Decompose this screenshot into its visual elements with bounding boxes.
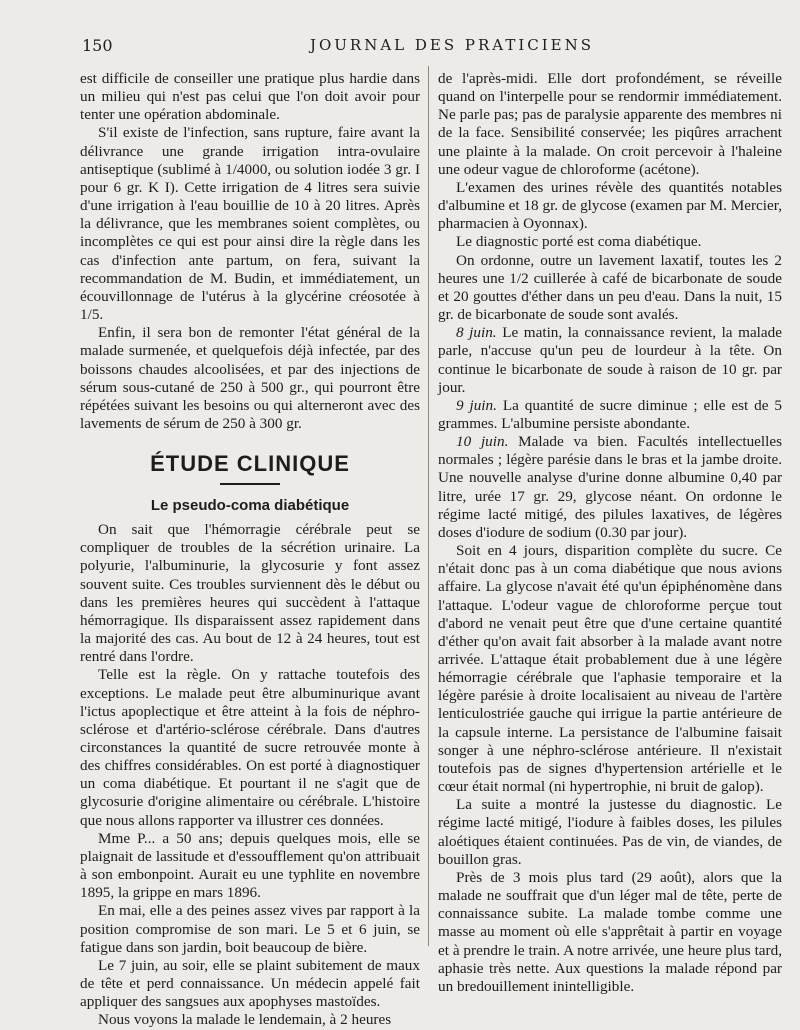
paragraph: Enfin, il sera bon de remonter l'état général de la malade surmenée, et quelquefois déjà infectée, par des boissons chaudes alcoolisées, et par des injections de sérum sous-cutané de 250 à 500 gr., qui pourront être répétées suivant les besoins ou qui alterneront avec des lavements de sérum de 250 à 300 gr. bbox=[80, 324, 420, 432]
paragraph: Le 7 juin, au soir, elle se plaint subitement de maux de tête et perd connaissance. Un médecin appelé fait appliquer des sangsues aux apophyses mastoïdes. bbox=[80, 956, 420, 1011]
column-divider bbox=[428, 66, 429, 946]
page-number: 150 bbox=[82, 36, 113, 55]
paragraph bbox=[438, 397, 782, 433]
paragraph: L'examen des urines révèle des quantités notables d'albumine et 18 gr. de glycose (examen par M. Mercier, pharmacien à Oyonnax). bbox=[438, 178, 782, 233]
paragraph: S'il existe de l'infection, sans rupture, faire avant la délivrance une grande irrigation intra-ovulaire antiseptique (sublimé à 1/4000, ou solution iodée 3 gr. I pour 6 gr. K I). Cette irrigation de 4 litres sera suivie d'une irrigation à l'eau bouillie de 10 à 20 litres. Après la délivrance, que les membranes soient complètes, ou incomplètes ce qui est pour ainsi dire la règle dans les cas d'infection ante partum, on fera, suivant la recommandation de M. Budin, et immédiatement, un écouvillonnage de l'utérus à la glycérine créosotée à 1/5. bbox=[80, 124, 420, 324]
title-rule bbox=[220, 483, 280, 485]
left-column bbox=[80, 70, 420, 1030]
paragraph: Mme P... a 50 ans; depuis quelques mois, elle se plaignait de lassitude et d'essoufflement qu'on attribuait à son embonpoint. Aurait eu une typhlite en novembre 1895, la grippe en mars 1896. bbox=[80, 829, 420, 902]
paragraph: On sait que l'hémorragie cérébrale peut se compliquer de troubles de la sécrétion urinaire. La polyurie, l'albuminurie, la glycosurie y font assez souvent suite. Ces troubles surviennent dès le début ou dans les premières heures qui succèdent à l'attaque hémorragique. Ils disparaissent assez rapidement dans la majorité des cas. Au bout de 12 à 24 heures, tout est rentré dans l'ordre. bbox=[80, 521, 420, 666]
paragraph: Nous voyons la malade le lendemain, à 2 heures bbox=[98, 1011, 392, 1029]
section-title: ÉTUDE CLINIQUE bbox=[150, 451, 350, 477]
paragraph: Près de 3 mois plus tard (29 août), alors que la malade ne souffrait que d'un léger mal de tête, perte de connaissance subite. La malade tombe comme une masse au moment où elle s'apprêtait à partir en voyage et à prendre le train. A notre arrivée, une heure plus tard, aphasie très nette. Aux questions la malade répond par un bredouillement inintelligible. bbox=[438, 868, 782, 995]
running-title: JOURNAL DES PRATICIENS bbox=[309, 36, 595, 54]
paragraph: Le diagnostic porté est coma diabétique. bbox=[456, 233, 702, 251]
paragraph bbox=[438, 433, 782, 542]
paragraph-text: Malade va bien. Facultés intellectuelles normales ; légère parésie dans le bras et la jambe droite. Une nouvelle analyse d'urine donne albumine 0,40 par litre, urée 17 gr. 29, glycose néant. On ordonne le régime lacté mitigé, des pilules laxatives, de légères doses d'iodure de sodium (0.30 par jour). bbox=[438, 433, 782, 541]
paragraph: En mai, elle a des peines assez vives par rapport à la position compromise de son mari. Le 5 et 6 juin, se fatigue dans son jardin, boit beaucoup de bière. bbox=[80, 902, 420, 956]
date-label: 9 juin. bbox=[456, 396, 497, 414]
paragraph: Soit en 4 jours, disparition complète du sucre. Ce n'était donc pas à un coma diabétique que nous avions affaire. La glycose n'avait été qu'un épiphénomène dans l'attaque. L'odeur vague de chloroforme perçue tout d'abord ne venait peut être que d'une certaine quantité d'éther qu'on avait fait absorber à la malade avant notre arrivée. L'attaque était probablement due à une légère hémorragie cérébrale que l'aphasie temporaire et la légère parésie à droite localisaient au niveau de l'artère lenticulostriée gauche qui irrigue la partie antérieure de la capsule interne. La persistance de l'albumine faisait songer à une néphro-sclérose antérieure. Il n'existait toutefois pas de signes d'hypertension artérielle et le cœur était normal (ni hypertrophie, ni bruit de galop). bbox=[438, 542, 782, 796]
paragraph: La suite a montré la justesse du diagnostic. Le régime lacté mitigé, l'iodure à faibles doses, les pilules aloétiques étaient continuées. Pas de vin, de viandes, de bouillon gras. bbox=[438, 796, 782, 868]
right-column bbox=[438, 70, 782, 996]
page-header bbox=[82, 36, 782, 58]
date-label: 10 juin. bbox=[456, 433, 509, 451]
paragraph: On ordonne, outre un lavement laxatif, toutes les 2 heures une 1/2 cuillerée à café de bicarbonate de soude et 20 gouttes d'éther dans un peu d'eau. Dans la nuit, 15 gr. de bicarbonate de soude sont avalés. bbox=[438, 251, 782, 324]
paragraph-text: La quantité de sucre diminue ; elle est de 5 grammes. L'albumine persiste abondante. bbox=[438, 396, 782, 432]
article-subtitle: Le pseudo-coma diabétique bbox=[150, 497, 350, 515]
date-label: 8 juin. bbox=[456, 324, 497, 342]
paragraph: Telle est la règle. On y rattache toutefois des exceptions. Le malade peut être albuminurique avant l'ictus apoplectique et être atteint à la fois de néphro-sclérose et d'artério-sclérose cérébrale. Dans d'autres circonstances la quantité de sucre retrouvée monte à des chiffres considérables. On est porté à diagnostiquer un coma diabétique. Et pourtant il ne s'agit que de glycosurie d'origine alimentaire ou cérébrale. L'histoire que nous allons rapporter va illustrer ces données. bbox=[80, 666, 420, 829]
paragraph-text: Le matin, la connaissance revient, la malade parle, n'accuse qu'un peu de lourdeur à la tête. On continue le bicarbonate de soude à raison de 10 gr. par jour. bbox=[438, 324, 782, 396]
paragraph: de l'après-midi. Elle dort profondément, se réveille quand on l'interpelle pour se rendormir immédiatement. Ne parle pas; pas de paralysie apparente des membres ni de la face. Sensibilité conservée; les piqûres arrachent une plainte à la malade. On croit percevoir à l'haleine une odeur vague de chloroforme (acétone). bbox=[438, 70, 782, 178]
paragraph bbox=[438, 324, 782, 397]
paragraph: est difficile de conseiller une pratique plus hardie dans un milieu qui n'est pas celui que l'on doit avoir pour tenter une opération abdominale. bbox=[80, 70, 420, 124]
